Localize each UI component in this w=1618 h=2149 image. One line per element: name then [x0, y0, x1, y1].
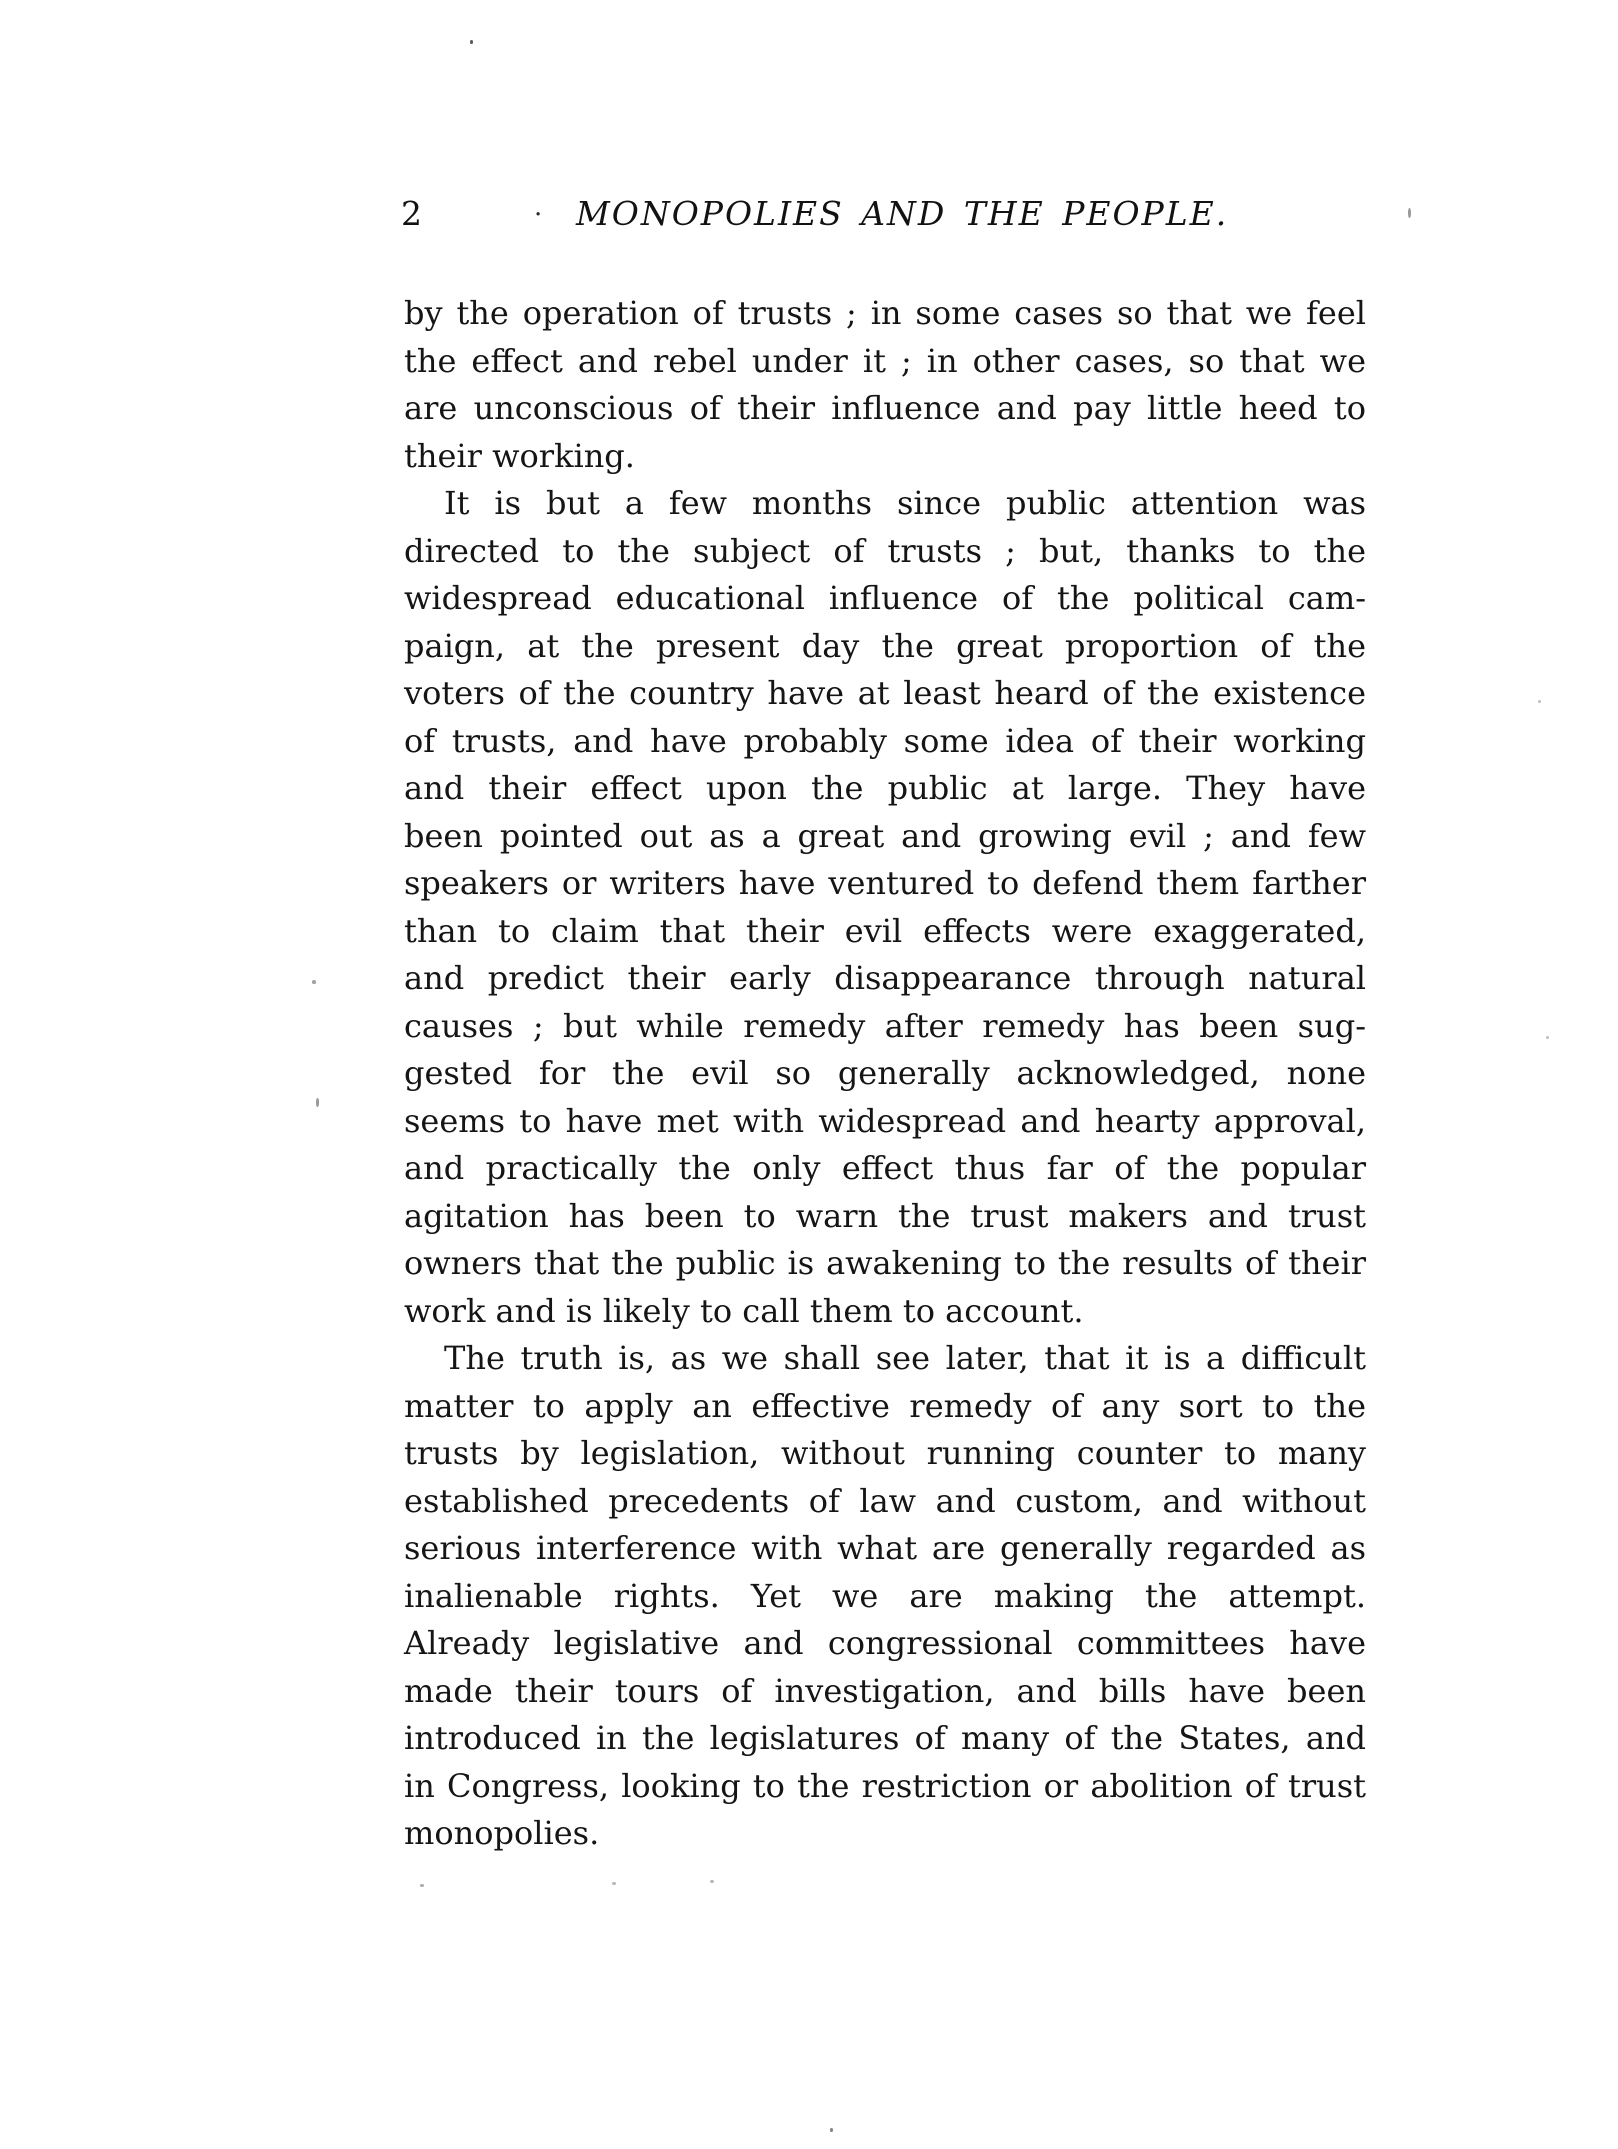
- text-line: are unconscious of their influence and pay little heed to: [404, 389, 1366, 427]
- header-separator-dot: ·: [534, 200, 543, 230]
- paragraph: [404, 290, 1366, 480]
- text-line: causes ; but while remedy after remedy has been sug-: [404, 1006, 1366, 1045]
- text-line: established precedents of law and custom, and without: [404, 1481, 1366, 1520]
- text-line: inalienable rights. Yet we are making the attempt.: [404, 1576, 1366, 1615]
- text-line: seems to have met with widespread and hearty approval,: [404, 1101, 1366, 1140]
- text-line: and practically the only effect thus far of the popular: [404, 1149, 1366, 1187]
- paragraph: [404, 1335, 1366, 1858]
- scan-speck: [470, 40, 473, 44]
- text-line: serious interference with what are generally regarded as: [404, 1529, 1366, 1567]
- text-line: agitation has been to warn the trust makers and trust: [404, 1196, 1366, 1235]
- text-line: and their effect upon the public at large. They have: [404, 769, 1366, 807]
- scan-speck: [1538, 700, 1541, 703]
- text-line: than to claim that their evil effects were exaggerated,: [404, 911, 1366, 950]
- page-header: [0, 0, 1618, 233]
- scan-speck: [1408, 208, 1411, 218]
- scan-speck: [312, 980, 316, 984]
- text-line: Already legislative and congressional committees have: [404, 1624, 1366, 1662]
- text-line: paign, at the present day the great proportion of the: [404, 626, 1366, 665]
- paragraph: [404, 480, 1366, 1335]
- scan-speck: [830, 2128, 833, 2132]
- text-line: and predict their early disappearance through natural: [404, 959, 1366, 997]
- text-line: widespread educational influence of the political cam-: [404, 579, 1366, 617]
- text-line: directed to the subject of trusts ; but, thanks to the: [404, 531, 1366, 570]
- text-block: [404, 290, 1366, 1858]
- scan-speck: [420, 1884, 424, 1887]
- text-line: trusts by legislation, without running counter to many: [404, 1434, 1366, 1472]
- text-line: work and is likely to call them to account.: [404, 1291, 1084, 1330]
- text-line: monopolies.: [404, 1814, 600, 1852]
- text-line: speakers or writers have ventured to defend them farther: [404, 864, 1366, 902]
- text-line: been pointed out as a great and growing evil ; and few: [404, 816, 1366, 855]
- text-line: of trusts, and have probably some idea of their working: [404, 721, 1366, 760]
- text-line: in Congress, looking to the restriction or abolition of trust: [404, 1766, 1366, 1805]
- text-line: The truth is, as we shall see later, that it is a difficult: [444, 1339, 1366, 1377]
- text-line: the effect and rebel under it ; in other cases, so that we: [404, 341, 1366, 380]
- page-number: 2: [401, 194, 422, 233]
- text-line: It is but a few months since public attention was: [444, 484, 1366, 522]
- scan-speck: [612, 1882, 616, 1885]
- text-line: matter to apply an effective remedy of any sort to the: [404, 1386, 1366, 1425]
- text-line: owners that the public is awakening to the results of their: [404, 1244, 1366, 1282]
- text-line: their working.: [404, 436, 635, 475]
- text-line: introduced in the legislatures of many of the States, and: [404, 1719, 1366, 1757]
- scan-speck: [710, 1880, 714, 1883]
- text-line: made their tours of investigation, and bills have been: [404, 1671, 1366, 1710]
- scan-speck: [316, 1098, 319, 1107]
- scan-speck: [1546, 1036, 1549, 1039]
- text-line: voters of the country have at least heard of the existence: [404, 674, 1366, 712]
- running-title: MONOPOLIES AND THE PEOPLE.: [576, 194, 1229, 233]
- text-line: gested for the evil so generally acknowledged, none: [404, 1054, 1366, 1092]
- text-line: by the operation of trusts ; in some cases so that we feel: [404, 294, 1366, 332]
